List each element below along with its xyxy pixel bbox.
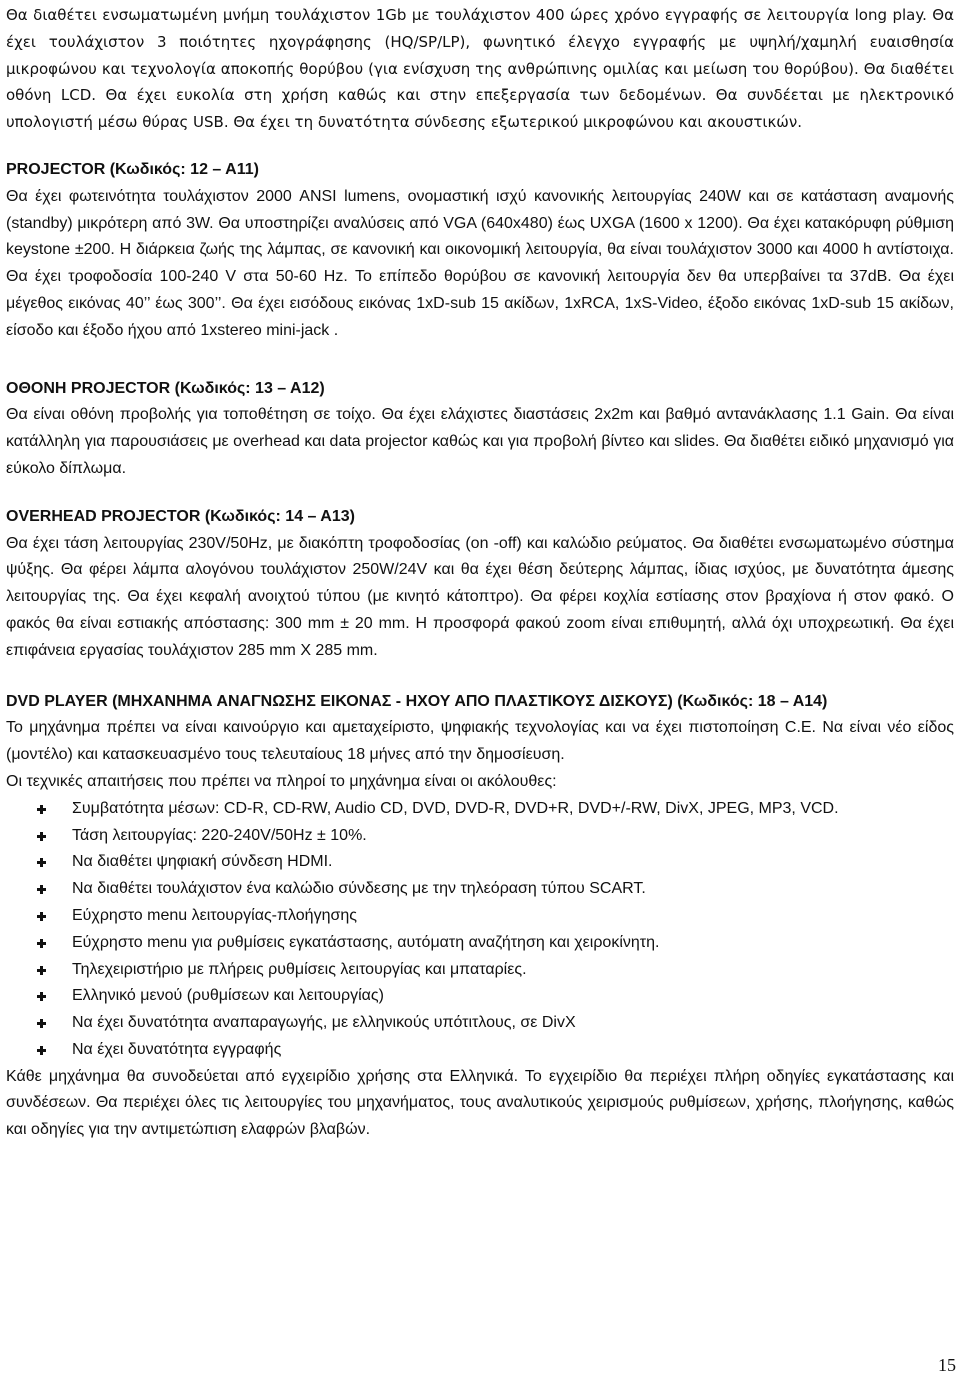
list-item: Εύχρηστο menu για ρυθμίσεις εγκατάστασης, αυτόματη αναζήτηση και χειροκίνητη. <box>34 930 954 957</box>
cross-bullet-icon <box>37 1019 46 1028</box>
cross-bullet-icon <box>37 939 46 948</box>
list-item: Να έχει δυνατότητα αναπαραγωγής, με ελληνικούς υπότιτλους, σε DivX <box>34 1010 954 1037</box>
list-item: Τάση λειτουργίας: 220-240V/50Hz ± 10%. <box>34 823 954 850</box>
cross-bullet-icon <box>37 832 46 841</box>
intro-paragraph: Θα διαθέτει ενσωματωμένη μνήμη τουλάχιστον 1Gb με τουλάχιστον 400 ώρες χρόνο εγγραφής σε λειτουργία long play. Θα έχει τουλάχιστον 3 ποιότητες ηχογράφησης (HQ/SP/LP), φωνητικό έλεγχο εγγραφής με υψηλή/χαμηλή ευαισθησία μικροφώνου και τεχνολογία αποκοπής θορύβου (για ενίσχυση της ανθρώπινης ομιλίας και μείωση του θορύβου). Θα διαθέτει οθόνη LCD. Θα έχει ευκολία στη χρήση καθώς και στην επεξεργασία των δεδομένων. Θα συνδέεται με ηλεκτρονικό υπολογιστή μέσω θύρας USB. Θα έχει τη δυνατότητα σύνδεσης εξωτερικού μικροφώνου και ακουστικών. <box>6 6 954 132</box>
cross-bullet-icon <box>37 885 46 894</box>
cross-bullet-icon <box>37 912 46 921</box>
dvd-player-section <box>6 689 954 1145</box>
page-number: 15 <box>938 1355 956 1375</box>
section-heading: PROJECTOR (Κωδικός: 12 – Α11) <box>6 160 259 178</box>
section-body: Θα είναι οθόνη προβολής για τοποθέτηση σε τοίχο. Θα έχει ελάχιστες διαστάσεις 2x2m και βαθμό αντανάκλασης 1.1 Gain. Θα είναι κατάλληλη για παρουσιάσεις με overhead και data projector καθώς και για προβολή βίντεο και slides. Θα διαθέτει ειδικό μηχανισμό για εύκολο δίπλωμα. <box>6 406 954 477</box>
section-heading: OVERHEAD PROJECTOR (Κωδικός: 14 – Α13) <box>6 507 355 525</box>
section-body: Θα έχει τάση λειτουργίας 230V/50Hz, με διακόπτη τροφοδοσίας (on -off) και καλώδιο ρεύματος. Θα διαθέτει ενσωματωμένο σύστημα ψύξης. Θα φέρει λάμπα αλογόνου τουλάχιστον 250W/24V και θα έχει θέση δεύτερης λάμπας, ίδιας ισχύος, με δυνατότητα άμεσης λειτουργίας της. Θα έχει κεφαλή ανοιχτού τύπου (με κινητό κάτοπτρο). Θα φέρει κοχλία εστίασης στον βραχίονα ή στον φακό. Ο φακός θα είναι εστιακής απόστασης: 300 mm ± 20 mm. Η προσφορά φακού zoom είναι επιθυμητή, αλλά όχι υποχρεωτική. Θα έχει επιφάνεια εργασίας τουλάχιστον 285 mm X 285 mm. <box>6 534 954 659</box>
list-item: Εύχρηστο menu λειτουργίας-πλοήγησης <box>34 903 954 930</box>
list-item: Ελληνικό μενού (ρυθμίσεων και λειτουργίας) <box>34 983 954 1010</box>
requirements-list <box>6 796 954 1064</box>
list-item: Να διαθέτει ψηφιακή σύνδεση HDMI. <box>34 849 954 876</box>
projector-section <box>6 157 954 345</box>
cross-bullet-icon <box>37 858 46 867</box>
list-item: Τηλεχειριστήριο με πλήρεις ρυθμίσεις λειτουργίας και μπαταρίες. <box>34 957 954 984</box>
cross-bullet-icon <box>37 805 46 814</box>
dvd-intro-paragraph: Το μηχάνημα πρέπει να είναι καινούργιο και αμεταχείριστο, ψηφιακής τεχνολογίας και να έχει πιστοποίηση C.E. Να είναι νέο είδος (μοντέλο) και κατασκευασμένο τους τελευταίους 18 μήνες από την δημοσίευση. <box>6 719 954 764</box>
requirements-intro: Οι τεχνικές απαιτήσεις που πρέπει να πληροί το μηχάνημα είναι οι ακόλουθες: <box>6 772 557 790</box>
section-heading: ΟΘΟΝΗ PROJECTOR (Κωδικός: 13 – Α12) <box>6 379 325 397</box>
section-body: Θα έχει φωτεινότητα τουλάχιστον 2000 ANSI lumens, ονομαστική ισχύ κανονικής λειτουργίας 240W και σε κατάσταση αναμονής (standby) μικρότερη από 3W. Θα υποστηρίζει αναλύσεις από VGA (640x480) έως UXGA (1600 x 1200). Θα έχει κατακόρυφη ρύθμιση keystone ±200. Η διάρκεια ζωής της λάμπας, σε κανονική και οικονομική λειτουργία, θα είναι τουλάχιστον 3000 και 4000 h αντίστοιχα. Θα έχει τροφοδοσία 100-240 V στα 50-60 Hz. Το επίπεδο θορύβου σε κανονική λειτουργία δεν θα υπερβαίνει τα 37dB. Θα έχει μέγεθος εικόνας 40’’ έως 300’’. Θα έχει εισόδους εικόνας 1xD-sub 15 ακίδων, 1xRCA, 1xS-Video, έξοδο εικόνας 1xD-sub 15 ακίδων, είσοδο και έξοδο ήχου από 1xstereo mini-jack . <box>6 187 954 339</box>
list-item: Συμβατότητα μέσων: CD-R, CD-RW, Audio CD, DVD, DVD-R, DVD+R, DVD+/-RW, DivX, JPEG, MP3, VCD. <box>34 796 954 823</box>
cross-bullet-icon <box>37 966 46 975</box>
projector-screen-section <box>6 376 954 483</box>
cross-bullet-icon <box>37 1046 46 1055</box>
list-item: Να έχει δυνατότητα εγγραφής <box>34 1037 954 1064</box>
section-heading: DVD PLAYER (ΜΗΧΑΝΗΜΑ ΑΝΑΓΝΩΣΗΣ ΕΙΚΟΝΑΣ - ΗΧΟΥ ΑΠΟ ΠΛΑΣΤΙΚΟΥΣ ΔΙΣΚΟΥΣ) (Κωδικός: 18 – Α14) <box>6 692 828 710</box>
overhead-projector-section <box>6 504 954 665</box>
list-item: Να διαθέτει τουλάχιστον ένα καλώδιο σύνδεσης με την τηλεόραση τύπου SCART. <box>34 876 954 903</box>
manual-paragraph: Κάθε μηχάνημα θα συνοδεύεται από εγχειρίδιο χρήσης στα Ελληνικά. Το εγχειρίδιο θα περιέχει πλήρη οδηγίες εγκατάστασης και συνδέσεων. Θα περιέχει όλες τις λειτουργίες του μηχανήματος, τους αναλυτικούς χειρισμούς ρυθμίσεων, χρήσης, πλοήγησης, καθώς και οδηγίες για την αντιμετώπιση ελαφρών βλαβών. <box>6 1067 954 1139</box>
cross-bullet-icon <box>37 992 46 1001</box>
